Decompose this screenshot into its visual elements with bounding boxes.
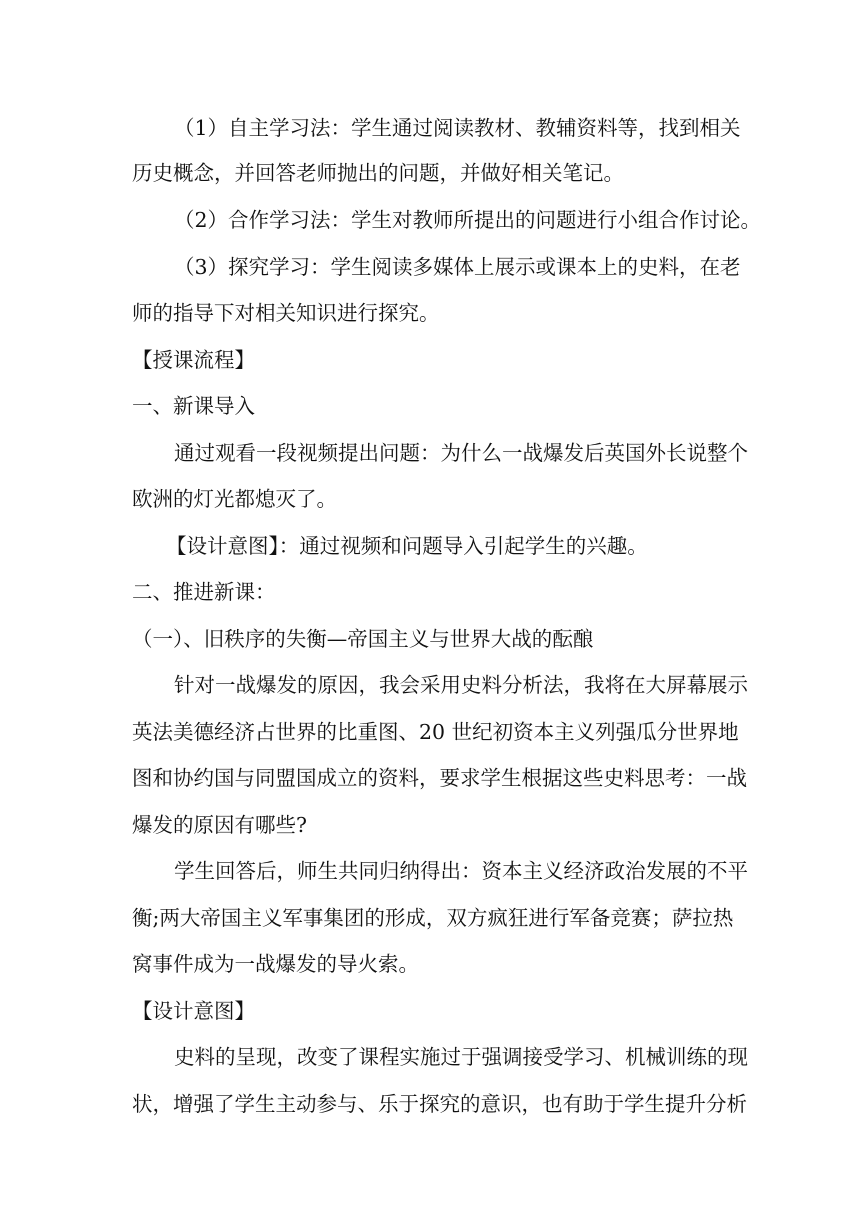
subsection-1-paragraph-1-line-1: 针对一战爆发的原因，我会采用史料分析法，我将在大屏幕展示	[174, 673, 748, 697]
section-1-paragraph-line-2: 欧洲的灯光都熄灭了。	[132, 487, 337, 511]
subsection-1-paragraph-2-line-1: 学生回答后，师生共同归纳得出：资本主义经济政治发展的不平	[174, 859, 748, 883]
method-1-line-1: （1）自主学习法：学生通过阅读教材、教辅资料等，找到相关	[174, 116, 741, 140]
method-3-line-1: （3）探究学习：学生阅读多媒体上展示或课本上的史料，在老	[174, 255, 741, 279]
process-heading: 【授课流程】	[132, 348, 255, 372]
section-1-paragraph-line-1: 通过观看一段视频提出问题：为什么一战爆发后英国外长说整个	[174, 441, 748, 465]
subsection-1-paragraph-1-line-2: 英法美德经济占世界的比重图、20 世纪初资本主义列强瓜分世界地	[132, 720, 739, 744]
method-3-line-2: 师的指导下对相关知识进行探究。	[132, 301, 440, 325]
subsection-1-paragraph-1-line-3: 图和协约国与同盟国成立的资料，要求学生根据这些史料思考：一战	[132, 766, 747, 790]
subsection-1-paragraph-1-line-4: 爆发的原因有哪些?	[132, 813, 307, 837]
subsection-1-paragraph-2-line-2: 衡;两大帝国主义军事集团的形成，双方疯狂进行军备竞赛；萨拉热	[132, 906, 734, 930]
subsection-1-paragraph-3-line-1: 史料的呈现，改变了课程实施过于强调接受学习、机械训练的现	[174, 1045, 748, 1069]
section-1-heading: 一、新课导入	[132, 394, 255, 418]
subsection-1-paragraph-2-line-3: 窝事件成为一战爆发的导火索。	[132, 952, 419, 976]
section-1-design-intent: 【设计意图】：通过视频和问题导入引起学生的兴趣。	[166, 534, 648, 558]
method-2-line-1: （2）合作学习法：学生对教师所提出的问题进行小组合作讨论。	[174, 208, 762, 232]
subsection-1-paragraph-3-line-2: 状，增强了学生主动参与、乐于探究的意识，也有助于学生提升分析	[132, 1092, 747, 1116]
method-1-line-2: 历史概念，并回答老师抛出的问题，并做好相关笔记。	[132, 161, 624, 185]
section-2-heading: 二、推进新课：	[132, 580, 276, 604]
subsection-1-heading: （一）、旧秩序的失衡—帝国主义与世界大战的酝酿	[132, 627, 594, 651]
design-intent-heading: 【设计意图】	[132, 999, 255, 1023]
